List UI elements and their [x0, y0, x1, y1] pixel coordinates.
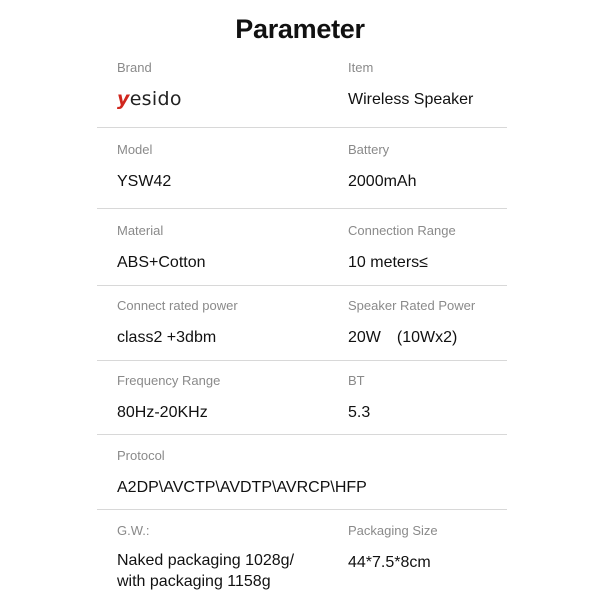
spec-row-protocol [97, 448, 507, 510]
spec-row-model-battery [97, 142, 507, 209]
connect-rated-power-value: class2 +3dbm [117, 329, 217, 346]
speaker-rated-power-value: 20W (10Wx2) [348, 329, 458, 346]
battery-value: 2000mAh [348, 173, 417, 190]
material-value: ABS+Cotton [117, 254, 206, 271]
material-cell [117, 223, 337, 273]
bt-value: 5.3 [348, 404, 371, 421]
item-label: Item [348, 60, 374, 75]
gw-value-line2: with packaging 1158g [117, 573, 271, 590]
battery-label: Battery [348, 142, 390, 157]
bt-cell [348, 373, 508, 423]
yesido-logo [117, 88, 337, 110]
model-cell [117, 142, 337, 192]
packaging-size-label: Packaging Size [348, 523, 438, 538]
connect-rated-power-label: Connect rated power [117, 298, 238, 313]
connection-range-label: Connection Range [348, 223, 456, 238]
spec-row-power [97, 298, 507, 361]
frequency-range-value: 80Hz-20KHz [117, 404, 208, 421]
connect-rated-power-cell [117, 298, 337, 348]
brand-label: Brand [117, 60, 152, 75]
bt-label: BT [348, 373, 365, 388]
brand-cell [117, 60, 337, 110]
model-label: Model [117, 142, 153, 157]
speaker-rated-power-cell [348, 298, 508, 348]
spec-row-frequency-bt [97, 373, 507, 435]
connection-range-cell [348, 223, 508, 273]
logo-rest: esido [129, 88, 182, 110]
item-value: Wireless Speaker [348, 91, 474, 108]
gw-label: G.W.: [117, 523, 150, 538]
page-title: Parameter [235, 14, 365, 44]
packaging-size-value: 44*7.5*8cm [348, 554, 431, 571]
battery-cell [348, 142, 508, 192]
speaker-rated-power-label: Speaker Rated Power [348, 298, 476, 313]
model-value: YSW42 [117, 173, 172, 190]
spec-row-brand-item [97, 60, 507, 128]
protocol-value: A2DP\AVCTP\AVDTP\AVRCP\HFP [117, 479, 367, 496]
connection-range-value: 10 meters≤ [348, 254, 428, 271]
packaging-size-cell [348, 523, 508, 573]
material-label: Material [117, 223, 164, 238]
spec-row-material-connection [97, 223, 507, 286]
gw-cell [117, 523, 337, 592]
gw-value-line1: Naked packaging 1028g/ [117, 552, 295, 569]
spec-row-weight-size [97, 523, 507, 593]
protocol-label: Protocol [117, 448, 165, 463]
item-cell [348, 60, 508, 110]
frequency-range-label: Frequency Range [117, 373, 221, 388]
logo-initial: y [117, 88, 130, 110]
frequency-range-cell [117, 373, 337, 423]
protocol-cell [117, 448, 497, 498]
